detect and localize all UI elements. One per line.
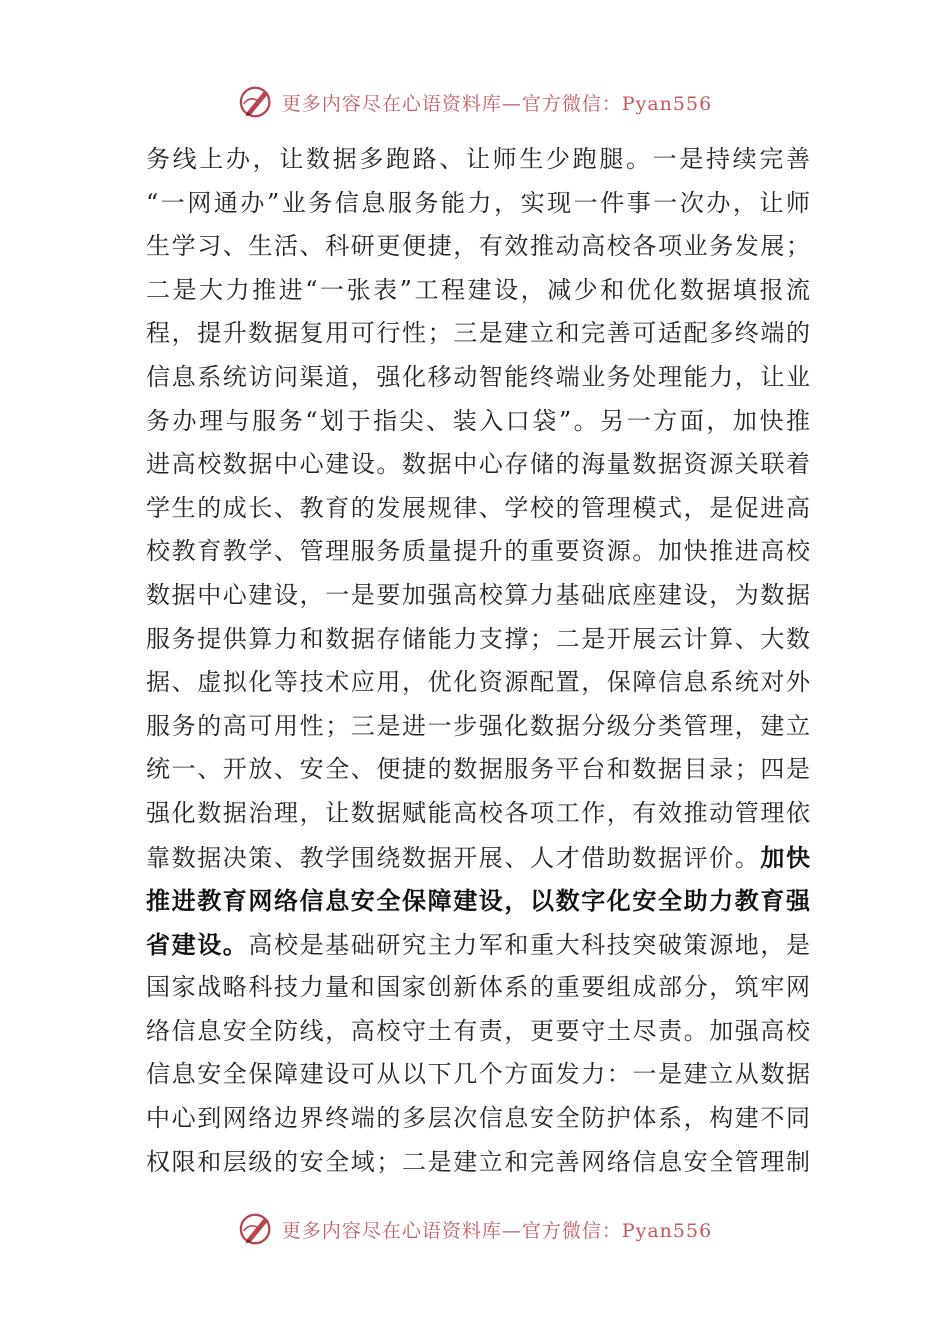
text-segment: 中心到网络边界终端的多层次信息安全防护体系，构建不同 — [146, 1104, 810, 1133]
text-line — [146, 1097, 810, 1141]
text-line — [146, 182, 810, 226]
text-segment: 统一、开放、安全、便捷的数据服务平台和数据目录；四是 — [146, 755, 810, 784]
text-line — [146, 1053, 810, 1097]
text-line — [146, 400, 810, 444]
pen-logo-icon — [238, 1210, 276, 1248]
text-segment: 进高校数据中心建设。数据中心存储的海量数据资源关联着 — [146, 450, 810, 479]
text-segment: 络信息安全防线，高校守土有责，更要守土尽责。加强高校 — [146, 1016, 810, 1045]
text-line — [146, 966, 810, 1010]
text-segment: 数据中心建设，一是要加强高校算力基础底座建设，为数据 — [146, 580, 810, 609]
text-segment: 务线上办，让数据多跑路、让师生少跑腿。一是持续完善 — [146, 145, 810, 173]
pen-logo-icon — [238, 83, 276, 121]
text-line — [146, 356, 810, 400]
text-line — [146, 836, 810, 880]
text-line — [146, 1010, 810, 1054]
text-segment: “一网通办”业务信息服务能力，实现一件事一次办，让师 — [146, 188, 810, 217]
text-segment: 二是大力推进“一张表”工程建设，减少和优化数据填报流 — [146, 275, 810, 304]
text-segment: 靠数据决策、教学围绕数据开展、人才借助数据评价。 — [146, 843, 761, 872]
text-segment: 务办理与服务“划于指尖、装入口袋”。另一方面，加快推 — [146, 406, 810, 435]
text-segment: 权限和层级的安全域；二是建立和完善网络信息安全管理制 — [146, 1147, 810, 1176]
bold-text-segment: 加快 — [760, 842, 810, 872]
text-segment: 服务的高可用性；三是进一步强化数据分级分类管理，建立 — [146, 711, 810, 740]
text-segment: 据、虚拟化等技术应用，优化资源配置，保障信息系统对外 — [146, 668, 810, 697]
bold-text-segment: 推进教育网络信息安全保障建设，以数字化安全助力教育强 — [146, 886, 810, 916]
text-line — [146, 225, 810, 269]
text-line — [146, 574, 810, 618]
text-line — [146, 443, 810, 487]
text-segment: 程，提升数据复用可行性；三是建立和完善可适配多终端的 — [146, 319, 810, 348]
header-banner-text: 更多内容尽在心语资料库—官方微信：Pyan556 — [281, 92, 713, 115]
text-line — [146, 879, 810, 923]
text-line — [146, 1141, 810, 1185]
text-line — [146, 138, 810, 182]
text-line — [146, 705, 810, 749]
text-line — [146, 923, 810, 967]
text-line — [146, 792, 810, 836]
text-segment: 信息系统访问渠道，强化移动智能终端业务处理能力，让业 — [146, 362, 810, 391]
text-line — [146, 748, 810, 792]
bold-text-segment: 省建设。 — [146, 929, 249, 959]
text-segment: 校教育教学、管理服务质量提升的重要资源。加快推进高校 — [146, 537, 810, 566]
text-line — [146, 487, 810, 531]
document-body — [146, 138, 810, 1184]
text-line — [146, 618, 810, 662]
text-segment: 信息安全保障建设可从以下几个方面发力：一是建立从数据 — [146, 1060, 810, 1089]
footer-banner — [0, 1207, 950, 1251]
text-segment: 国家战略科技力量和国家创新体系的重要组成部分，筑牢网 — [146, 973, 810, 1002]
text-line — [146, 530, 810, 574]
text-segment: 服务提供算力和数据存储能力支撑；二是开展云计算、大数 — [146, 624, 810, 653]
footer-banner-text: 更多内容尽在心语资料库—官方微信：Pyan556 — [281, 1219, 713, 1242]
text-segment: 高校是基础研究主力军和重大科技突破策源地，是 — [248, 930, 810, 959]
text-line — [146, 661, 810, 705]
header-banner — [0, 80, 950, 124]
text-segment: 学生的成长、教育的发展规律、学校的管理模式，是促进高 — [146, 493, 810, 522]
text-segment: 强化数据治理，让数据赋能高校各项工作，有效推动管理依 — [146, 798, 810, 827]
text-line — [146, 312, 810, 356]
text-segment: 生学习、生活、科研更便捷，有效推动高校各项业务发展； — [146, 232, 810, 261]
text-line — [146, 269, 810, 313]
